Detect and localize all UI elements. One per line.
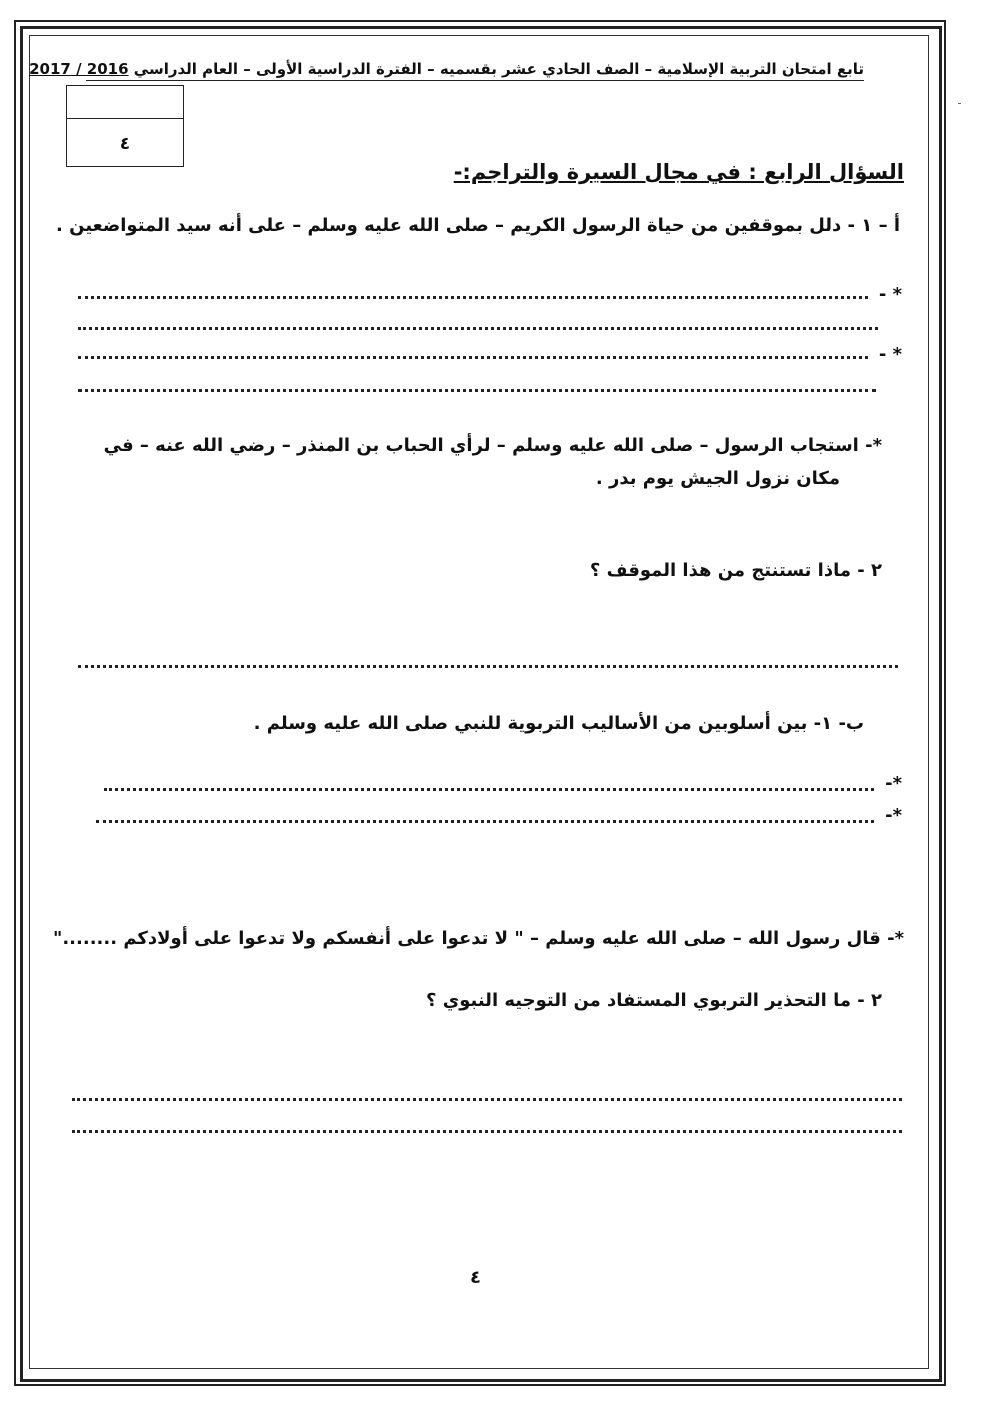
part-a-question-2: ٢ - ماذا تستنتج من هذا الموقف ؟ xyxy=(589,560,882,581)
answer-line xyxy=(104,788,874,791)
answer-line xyxy=(78,665,898,668)
part-b-question-1: ب- ١- بين أسلوبين من الأساليب التربوية للنبي صلى الله عليه وسلم . xyxy=(253,713,864,734)
answer-line xyxy=(78,389,876,392)
part-a-question-1: أ – ١ - دلل بموقفين من حياة الرسول الكريم – صلى الله عليه وسلم – على أنه سيد المتواضعين . xyxy=(56,215,900,236)
score-box-divider xyxy=(67,118,183,119)
exam-header xyxy=(29,60,864,81)
page-number: ٤ xyxy=(470,1267,481,1288)
answer-bullet: *- xyxy=(885,773,902,794)
score-value: ٤ xyxy=(119,134,131,154)
context-statement-line-2: مكان نزول الجيش يوم بدر . xyxy=(595,468,840,489)
answer-line xyxy=(72,1098,902,1101)
hadith-statement: *- قال رسول الله – صلى الله عليه وسلم – " لا تدعوا على أنفسكم ولا تدعوا على أولادكم ........" xyxy=(52,928,904,949)
question-title: السؤال الرابع : في مجال السيرة والتراجم:- xyxy=(453,160,904,184)
score-box xyxy=(66,85,184,167)
answer-line xyxy=(78,356,868,359)
context-statement-line-1: *- استجاب الرسول – صلى الله عليه وسلم – لرأي الحباب بن المنذر – رضي الله عنه – في xyxy=(103,435,882,456)
answer-line xyxy=(78,327,878,330)
part-b-question-2: ٢ - ما التحذير التربوي المستفاد من التوجيه النبوي ؟ xyxy=(426,990,882,1011)
answer-line xyxy=(78,296,868,299)
answer-line xyxy=(72,1130,902,1133)
answer-bullet: *- xyxy=(885,805,902,826)
scan-speck xyxy=(958,103,961,104)
answer-bullet: * - xyxy=(878,344,902,365)
answer-bullet: * - xyxy=(878,284,902,305)
header-year: 2016 / 2017 xyxy=(29,60,129,78)
header-text: تابع امتحان التربية الإسلامية – الصف الحادي عشر بقسميه – الفترة الدراسية الأولى – العام الدراسي xyxy=(133,60,864,78)
answer-line xyxy=(96,820,874,823)
